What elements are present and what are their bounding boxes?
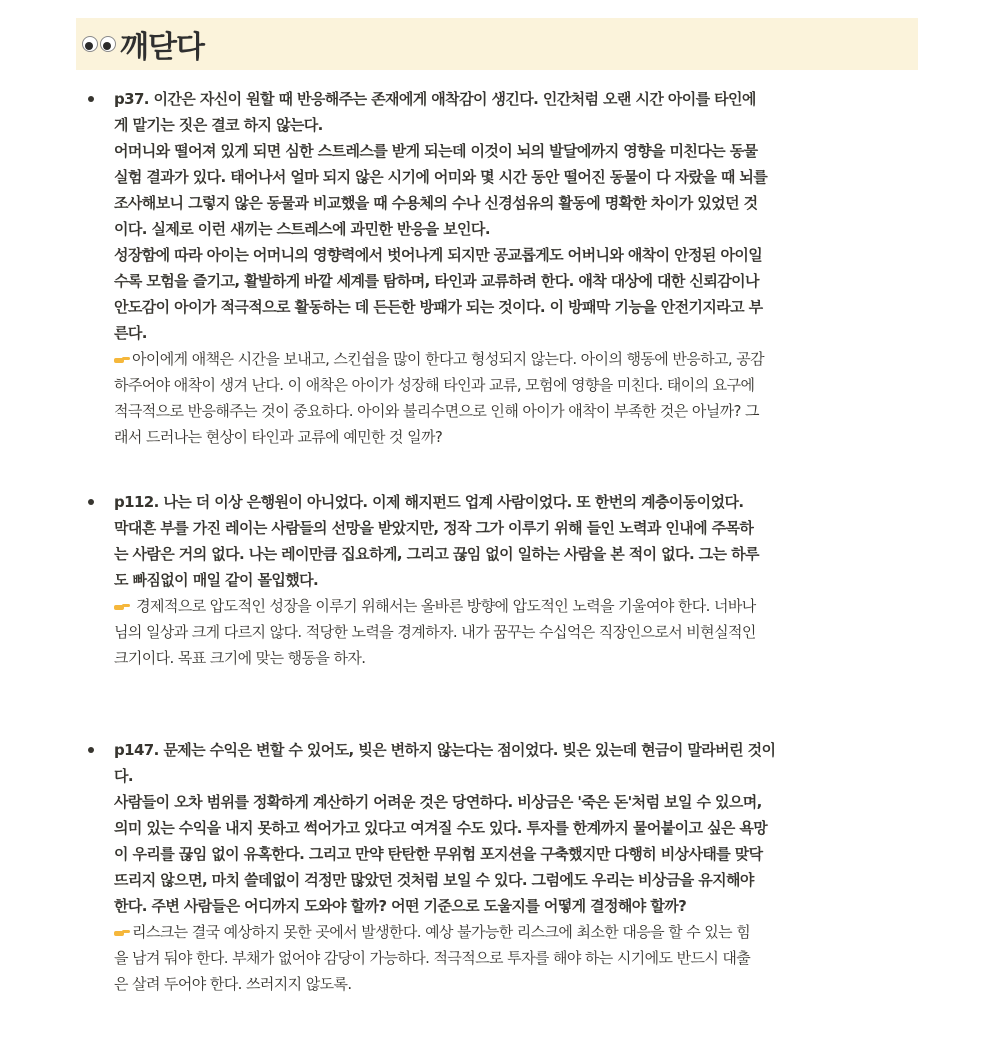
quote-line: 막대흔 부를 가진 레이는 사람들의 선망을 받았지만, 정작 그가 이루기 위해 들인 노력과 인내에 주목하 [114, 519, 754, 537]
quote-line: 이다. 실제로 이런 새끼는 스트레스에 과민한 반응을 보인다. [114, 220, 490, 238]
note-line: 아이에게 애책은 시간을 보내고, 스킨쉽을 많이 한다고 형성되지 않는다. 아이의 행동에 반응하고, 공감 [114, 346, 918, 372]
list-item [88, 86, 918, 450]
quote-line: 는 사람은 거의 없다. 나는 레이만큼 집요하게, 그리고 끊임 없이 일하는 사람을 본 적이 없다. 그는 하루 [114, 545, 759, 563]
quote-line: 수록 모험을 즐기고, 활발하게 바깥 세계를 탐하며, 타인과 교류하려 한다. 애착 대상에 대한 신뢰감이나 [114, 272, 759, 290]
pointing-hand-icon [114, 602, 128, 612]
quote-line: 게 맡기는 짓은 결코 하지 않는다. [114, 116, 323, 134]
item-body [114, 489, 918, 671]
list-item [88, 737, 918, 997]
item-body [114, 737, 918, 997]
bullet-dot [88, 499, 94, 505]
note-line: 은 살려 두어야 한다. 쓰러지지 않도록. [114, 975, 352, 993]
quote-line: p112. 나는 더 이상 은행원이 아니었다. 이제 해지펀드 업계 사람이었다. 또 한번의 계층이동이었다. [114, 493, 744, 511]
note-line: 래서 드러나는 현상이 타인과 교류에 예민한 것 일까? [114, 428, 443, 446]
item-body [114, 86, 918, 450]
page-title: 깨닫다 [120, 30, 204, 65]
quote-line: 안도감이 아이가 적극적으로 활동하는 데 든든한 방패가 되는 것이다. 이 방패막 기능을 안전기지라고 부 [114, 298, 763, 316]
note-line: 을 남겨 둬야 한다. 부채가 없어야 감당이 가능하다. 적극적으로 투자를 해야 하는 시기에도 반드시 대출 [114, 949, 751, 967]
note-line: 리스크는 결국 예상하지 못한 곳에서 발생한다. 예상 불가능한 리스크에 최소한 대응을 할 수 있는 힘 [114, 919, 918, 945]
quote-line: 다. [114, 767, 133, 785]
bullet-dot [88, 747, 94, 753]
quote-line: 한다. 주변 사람들은 어디까지 도와야 할까? 어떤 기준으로 도울지를 어떻게 결정해야 할까? [114, 897, 687, 915]
quote-line: p37. 이간은 자신이 원할 때 반응해주는 존재에게 애착감이 생긴다. 인간처럼 오랜 시간 아이를 타인에 [114, 90, 756, 108]
quote-line: 른다. [114, 324, 147, 342]
note-line: 적극적으로 반응해주는 것이 중요하다. 아이와 불리수면으로 인해 아이가 애착이 부족한 것은 아닐까? 그 [114, 402, 759, 420]
quote-line: 도 빠짐없이 매일 같이 몰입했다. [114, 571, 319, 589]
eye-right [100, 36, 116, 52]
pointing-hand-icon [114, 355, 128, 365]
eye-left [82, 36, 98, 52]
quote-line: 성장함에 따라 아이는 어머니의 영향력에서 벗어나게 되지만 공교롭게도 어버니와 애착이 안정된 아이일 [114, 246, 763, 264]
note-line: 하주어야 애착이 생겨 난다. 이 애착은 아이가 성장해 타인과 교류, 모험에 영향을 미친다. 태이의 요구에 [114, 376, 755, 394]
quote-line: p147. 문제는 수익은 변할 수 있어도, 빚은 변하지 않는다는 점이었다. 빚은 있는데 현금이 말라버린 것이 [114, 741, 776, 759]
list-item [88, 489, 918, 671]
quote-line: 사람들이 오차 범위를 정확하게 계산하기 어려운 것은 당연하다. 비상금은 '죽은 돈'처럼 보일 수 있으며, [114, 793, 762, 811]
pointing-hand-icon [114, 928, 128, 938]
eyes-emoji-icon [82, 36, 116, 52]
quote-line: 이 우리를 끊임 없이 유혹한다. 그리고 만약 탄탄한 무위험 포지션을 구축했지만 다행히 비상사태를 맞닥 [114, 845, 763, 863]
bullet-dot [88, 96, 94, 102]
quote-line: 어머니와 떨어져 있게 되면 심한 스트레스를 받게 되는데 이것이 뇌의 발달에까지 영향을 미친다는 동물 [114, 142, 758, 160]
note-line: 님의 일상과 크게 다르지 않다. 적당한 노력을 경계하자. 내가 꿈꾸는 수십억은 직장인으로서 비현실적인 [114, 623, 756, 641]
quote-line: 뜨리지 않으면, 마치 쓸데없이 걱정만 많았던 것처럼 보일 수 있다. 그럼에도 우리는 비상금을 유지해야 [114, 871, 754, 889]
note-line: 크기이다. 목표 크기에 맞는 행동을 하자. [114, 649, 366, 667]
page-heading [76, 18, 918, 70]
quote-line: 실험 결과가 있다. 태어나서 얼마 되지 않은 시기에 어미와 몇 시간 동안 떨어진 동물이 다 자랐을 때 뇌를 [114, 168, 768, 186]
quote-line: 의미 있는 수익을 내지 못하고 썩어가고 있다고 여겨질 수도 있다. 투자를 한계까지 물어붙이고 싶은 욕망 [114, 819, 768, 837]
quote-line: 조사해보니 그렇지 않은 동물과 비교했을 때 수용체의 수나 신경섬유의 활동에 명확한 차이가 있었던 것 [114, 194, 758, 212]
note-line: 경제적으로 압도적인 성장을 이루기 위해서는 올바른 방향에 압도적인 노력을 기울여야 한다. 너바나 [114, 593, 918, 619]
